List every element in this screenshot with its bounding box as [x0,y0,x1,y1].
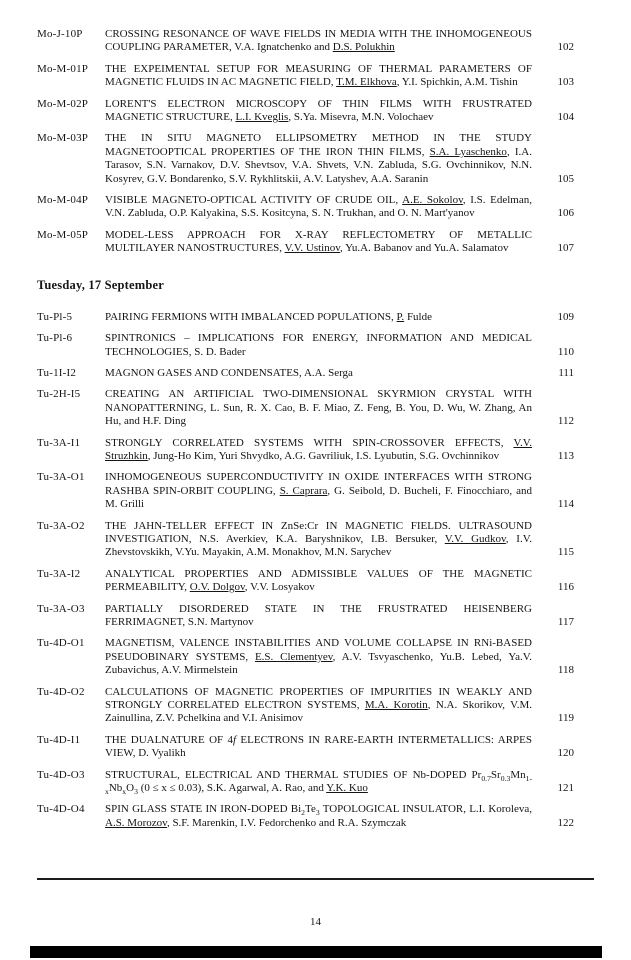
underlined-author: P. [396,310,405,323]
subscript-text: x [122,787,127,797]
session-code: Tu-Pl-5 [37,310,73,323]
session-code: Tu-4D-I1 [37,733,81,746]
entry-page-number: 121 [557,782,574,795]
session-code: Tu-4D-O4 [37,803,85,816]
entry-page-number: 104 [557,111,574,124]
page-number: 14 [310,916,321,928]
session-code: Tu-2H-I5 [37,388,81,401]
entry-row [37,769,574,796]
entry-page-number: 112 [557,415,574,428]
entry-title: STRONGLY CORRELATED SYSTEMS WITH SPIN-CROSSOVER EFFECTS, V.V. Struzhkin, Jung-Ho Kim, Yuri Shvydko, A.G. Gavriliuk, I.S. Lyubutin, S.G. Ovchinnikov [105,436,532,462]
session-code: Tu-1I-I2 [37,366,77,379]
entry-row [37,367,574,380]
entry-title: CALCULATIONS OF MAGNETIC PROPERTIES OF IMPURITIES IN WEAKLY AND STRONGLY CORRELATED ELECTRON SYSTEMS, M.A. Korotin, N.A. Skorikov, V.M. Zainullina, Z.V. Pchelkina and V.I. Anisimov [105,685,532,725]
entry-row [37,437,574,464]
italic-text: f [233,733,237,746]
session-code: Tu-3A-O1 [37,471,85,484]
entry-row [37,803,574,830]
entry-row [37,686,574,726]
entry-title: SPIN GLASS STATE IN IRON-DOPED $Bi_2Te_3$ TOPOLOGICAL INSULATOR, L.I. Koroleva, A.S. Morozov, S.F. Marenkin, I.V. Fedorchenko and R.A. Szymczak [105,803,532,829]
session-code: Mo-M-05P [37,228,89,241]
entry-title: SPINTRONICS – IMPLICATIONS FOR ENERGY, INFORMATION AND MEDICAL TECHNOLOGIES, S. D. Bader [105,332,532,358]
session-code: Tu-3A-I2 [37,567,81,580]
entry-page-number: 102 [557,41,574,54]
entry-page-number: 109 [557,310,574,323]
entry-title: VISIBLE MAGNETO-OPTICAL ACTIVITY OF CRUDE OIL, A.E. Sokolov, I.S. Edelman, V.N. Zabluda, O.P. Kalyakina, S.S. Kositcyna, S. N. Trukhan, and O. N. Mart'yanov [105,194,532,220]
entry-row [37,28,574,55]
entry-title: MAGNON GASES AND CONDENSATES, A.A. Serga [105,366,353,379]
entry-title: STRUCTURAL, ELECTRICAL AND THERMAL STUDIES OF Nb-DOPED $Pr_{0.7}Sr_{0.3}Mn_{1-x}Nb_xO_3$ (0 ≤ x ≤ 0.03), S.K. Agarwal, A. Rao, and Y.K. Kuo [105,768,532,797]
underlined-author: T.M. Elkhova [336,76,397,89]
scan-artifact-bar [30,946,602,958]
underlined-author: A.E. Sokolov [402,194,463,207]
underlined-author: O.V. Dolgov [189,581,245,594]
footer-rule [37,878,594,880]
entry-title: CREATING AN ARTIFICIAL TWO-DIMENSIONAL SKYRMION CRYSTAL WITH NANOPATTERNING, L. Sun, R. X. Cao, B. F. Miao, Z. Feng, B. You, D. Wu, W. Zhang, An Hu, and H.F. Ding [105,388,532,428]
subscript-text: 1-x [105,773,532,797]
session-code: Tu-4D-O1 [37,637,85,650]
entry-title: THE DUALNATURE OF 4f ELECTRONS IN RARE-EARTH INTERMETALLICS: ARPES VIEW, D. Vyalikh [105,733,532,760]
session-code: Mo-M-02P [37,97,89,110]
entry-row [37,98,574,125]
session-code: Tu-3A-I1 [37,436,81,449]
entry-page-number: 115 [557,546,574,559]
session-code: Mo-M-04P [37,194,89,207]
entry-page-number: 107 [557,242,574,255]
entry-row [37,194,574,221]
entry-title: INHOMOGENEOUS SUPERCONDUCTIVITY IN OXIDE INTERFACES WITH STRONG RASHBA SPIN-ORBIT COUPLING, S. Caprara, G. Seibold, D. Bucheli, F. Finocchiaro, and M. Grilli [105,471,532,511]
subscript-text: 2 [301,808,305,818]
section-heading: Tuesday, 17 September [37,277,165,292]
subscript-text: 3 [315,808,320,818]
underlined-author: V.V. Gudkov [444,532,506,545]
entry-row [37,132,574,186]
entry-page-number: 103 [557,76,574,89]
entry-title: MODEL-LESS APPROACH FOR X-RAY REFLECTOMETRY OF METALLIC MULTILAYER NANOSTRUCTURES, V.V. Ustinov, Yu.A. Babanov and Yu.A. Salamatov [105,228,532,255]
underlined-author: Y.K. Kuo [326,782,368,795]
underlined-author: E.S. Clementyev [254,650,333,663]
session-code: Mo-J-10P [37,28,83,40]
entry-page-number: 110 [557,345,574,358]
session-code: Tu-4D-O3 [37,768,85,781]
entry-row [37,568,574,595]
underlined-author: S.A. Lyaschenko [429,145,507,158]
entry-title: ANALYTICAL PROPERTIES AND ADMISSIBLE VALUES OF THE MAGNETIC PERMEABILITY, O.V. Dolgov, V.V. Losyakov [105,567,532,594]
subscript-text: 0.7 [481,773,491,783]
entry-page-number: 111 [558,366,574,379]
entry-row [37,734,574,761]
entry-row [37,63,574,90]
subscript-text: 3 [134,787,138,797]
entry-row [37,311,574,324]
toc-list [37,28,574,838]
entry-page-number: 120 [557,747,574,760]
entry-page-number: 114 [557,498,574,511]
session-code: Tu-Pl-6 [37,332,73,345]
underlined-author: V.V. Struzhkin [105,436,532,462]
entry-title: MAGNETISM, VALENCE INSTABILITIES AND VOLUME COLLAPSE IN RNi-BASED PSEUDOBINARY SYSTEMS, E.S. Clementyev, A.V. Tsvyaschenko, Yu.B. Lebed, Ya.V. Zubavichus, A.V. Mirmelstein [105,637,532,677]
entry-page-number: 106 [557,207,574,220]
underlined-author: V.V. Ustinov [284,242,341,255]
entry-page-number: 113 [557,449,574,462]
entry-title: LORENT'S ELECTRON MICROSCOPY OF THIN FILMS WITH FRUSTRATED MAGNETIC STRUCTURE, L.I. Kveglis, S.Ya. Misevra, M.N. Volochaev [105,97,532,124]
subscript-text: 0.3 [500,773,511,783]
entry-page-number: 116 [557,581,574,594]
underlined-author: D.S. Polukhin [332,41,395,54]
entry-row [37,388,574,428]
entry-title: PAIRING FERMIONS WITH IMBALANCED POPULATIONS, P. Fulde [105,310,432,323]
entry-row [37,332,574,359]
entry-row [37,520,574,560]
underlined-author: M.A. Korotin [364,699,428,712]
entry-row [37,229,574,256]
entry-page-number: 119 [557,712,574,725]
entry-title: THE IN SITU MAGNETO ELLIPSOMETRY METHOD IN THE STUDY MAGNETOOPTICAL PROPERTIES OF THE IRON THIN FILMS, S.A. Lyaschenko, I.A. Tarasov, S.N. Varnakov, D.V. Shevtsov, V.A. Shvets, V.N. Zabluda, S.G. Ovchinnikov, N.N. Kosyrev, G.V. Bondarenko, S.V. Rykhlitskii, A.V. Latyshev, A.A. Saranin [105,132,532,185]
underlined-author: S. Caprara [279,484,328,497]
entry-title: THE EXPEIMENTAL SETUP FOR MEASURING OF THERMAL PARAMETERS OF MAGNETIC FLUIDS IN AC MAGNETIC FIELD, T.M. Elkhova, Y.I. Spichkin, A.M. Tishin [105,62,532,89]
entry-title: THE JAHN-TELLER EFFECT IN ZnSe:Cr IN MAGNETIC FIELDS. ULTRASOUND INVESTIGATION, N.S. Averkiev, K.A. Baryshnikov, I.B. Bersuker, V.V. Gudkov, I.V. Zhevstovskikh, V.Yu. Mayakin, A.M. Monakhov, M.N. Sarychev [105,519,532,559]
session-code: Mo-M-01P [37,62,89,75]
entry-page-number: 118 [557,664,574,677]
session-code: Tu-4D-O2 [37,685,85,698]
underlined-author: A.S. Morozov [105,816,167,829]
entry-page-number: 117 [557,616,574,628]
entry-row [37,637,574,677]
session-code: Mo-M-03P [37,132,89,145]
session-code: Tu-3A-O3 [37,602,85,615]
entry-title: CROSSING RESONANCE OF WAVE FIELDS IN MEDIA WITH THE INHOMOGENEOUS COUPLING PARAMETER, V.A. Ignatchenko and D.S. Polukhin [105,28,532,54]
session-code: Tu-3A-O2 [37,519,85,532]
entry-page-number: 105 [557,172,574,185]
entry-title: PARTIALLY DISORDERED STATE IN THE FRUSTRATED HEISENBERG FERRIMAGNET, S.N. Martynov [105,602,532,628]
entry-row [37,471,574,511]
entry-page-number: 122 [557,816,574,829]
underlined-author: L.I. Kveglis [235,111,289,124]
entry-row [37,603,574,630]
